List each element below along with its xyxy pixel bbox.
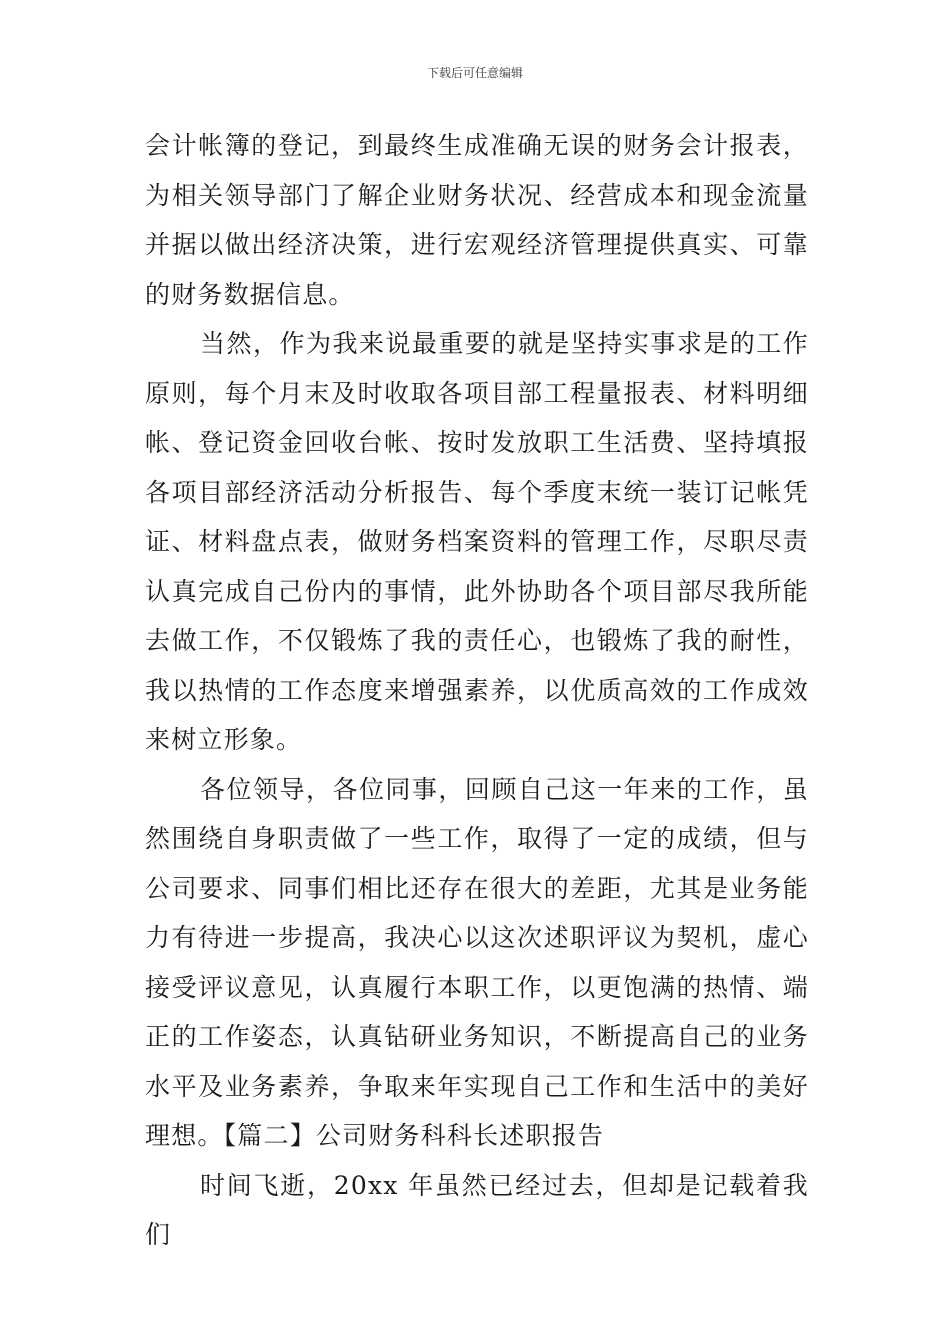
document-body [145,121,809,1260]
header-note: 下载后可任意编辑 [426,66,523,80]
paragraph-continuation: 会计帐簿的登记，到最终生成准确无误的财务会计报表，为相关领导部门了解企业财务状况、经营成本和现金流量并据以做出经济决策，进行宏观经济管理提供真实、可靠的财务数据信息。 [145,131,809,309]
paragraph-reflection: 各位领导，各位同事，回顾自己这一年来的工作，虽然围绕自身职责做了一些工作，取得了一定的成绩，但与公司要求、同事们相比还存在很大的差距，尤其是业务能力有待进一步提高，我决心以这次述职评议为契机，虚心接受评议意见，认真履行本职工作，以更饱满的热情、端正的工作姿态，认真钻研业务知识，不断提高自己的业务水平及业务素养，争取来年实现自己工作和生活中的美好理想。【篇二】公司财务科科长述职报告 [145,774,809,1150]
paragraph-next-report-opening: 时间飞逝，20xx 年虽然已经过去，但却是记载着我们 [145,1170,809,1249]
paragraph-work-principle: 当然，作为我来说最重要的就是坚持实事求是的工作原则，每个月末及时收取各项目部工程量报表、材料明细帐、登记资金回收台帐、按时发放职工生活费、坚持填报各项目部经济活动分析报告、每个季度末统一装订记帐凭证、材料盘点表，做财务档案资料的管理工作，尽职尽责认真完成自己份内的事情，此外协助各个项目部尽我所能去做工作，不仅锻炼了我的责任心，也锻炼了我的耐性，我以热情的工作态度来增强素养，以优质高效的工作成效来树立形象。 [145,329,809,754]
page-header [0,64,950,82]
